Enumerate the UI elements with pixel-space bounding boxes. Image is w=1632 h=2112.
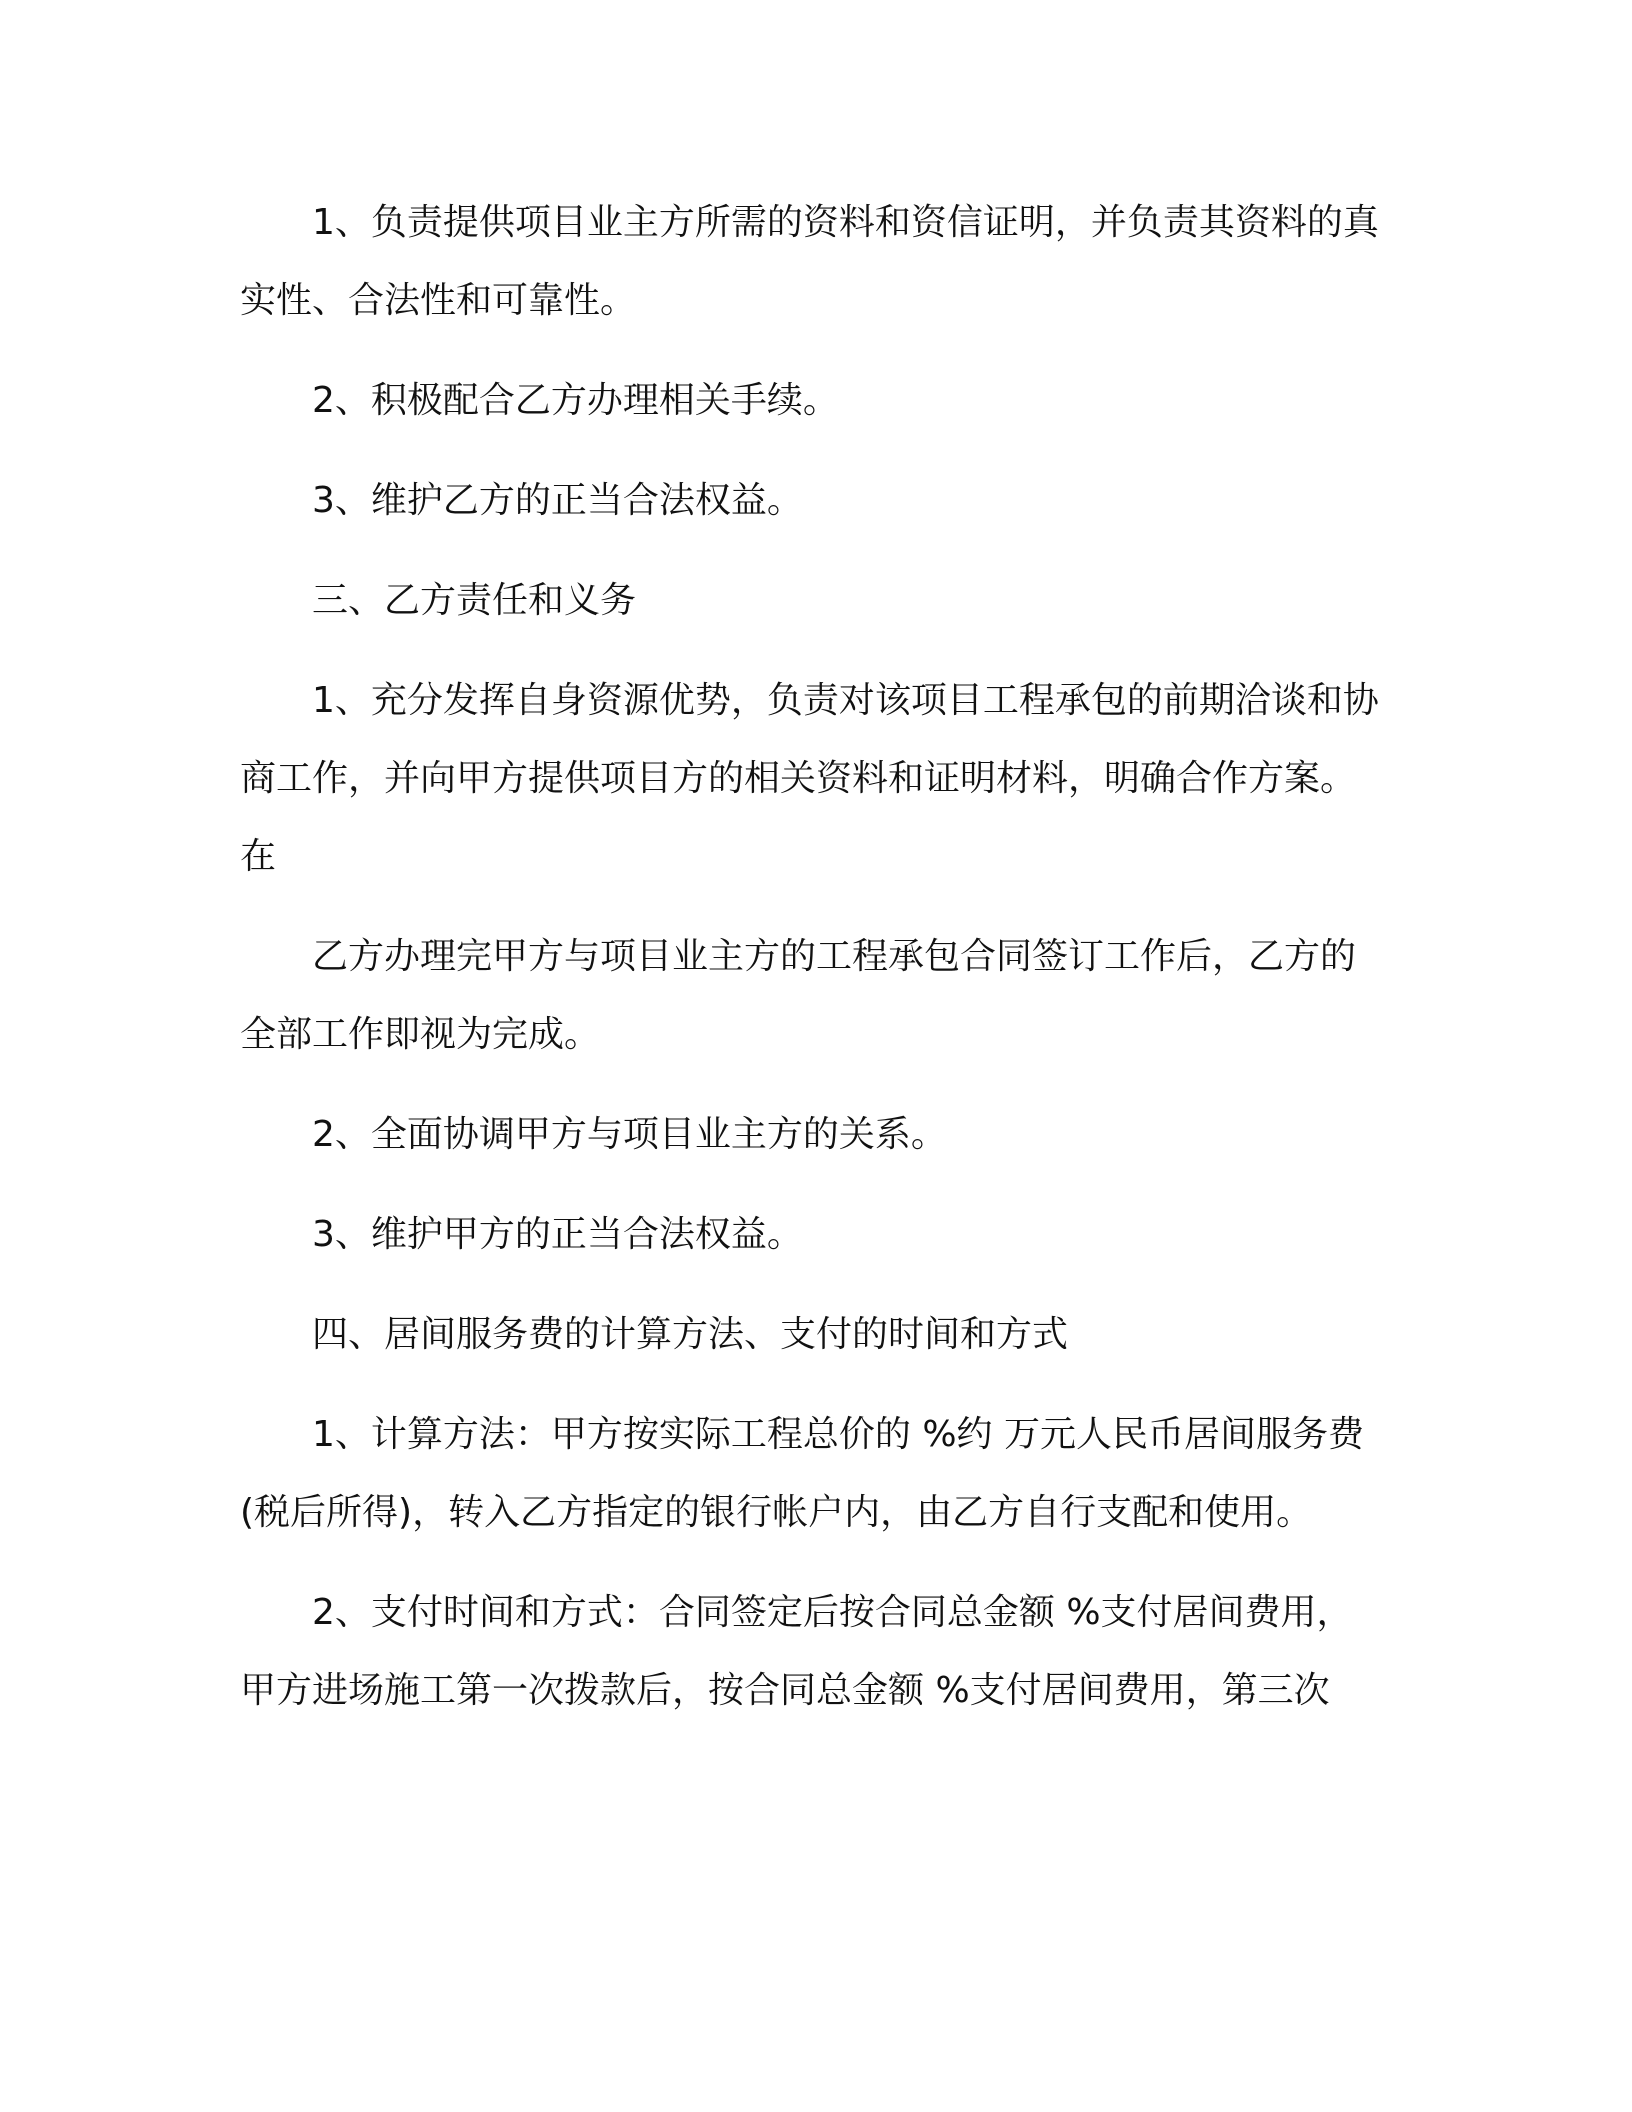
paragraph: 乙方办理完甲方与项目业主方的工程承包合同签订工作后，乙方的全部工作即视为完成。 — [240, 936, 1357, 1055]
section-heading: 四、居间服务费的计算方法、支付的时间和方式 — [312, 1314, 1069, 1355]
paragraph: 3、维护甲方的正当合法权益。 — [312, 1214, 803, 1255]
paragraph: 2、积极配合乙方办理相关手续。 — [312, 380, 839, 421]
document-body — [240, 184, 1380, 1752]
paragraph: 1、充分发挥自身资源优势，负责对该项目工程承包的前期洽谈和协商工作，并向甲方提供项目方的相关资料和证明材料，明确合作方案。在 — [240, 680, 1379, 877]
section-heading: 三、乙方责任和义务 — [312, 580, 637, 621]
paragraph: 1、负责提供项目业主方所需的资料和资信证明，并负责其资料的真实性、合法性和可靠性。 — [240, 202, 1379, 321]
paragraph: 3、维护乙方的正当合法权益。 — [312, 480, 803, 521]
paragraph: 2、全面协调甲方与项目业主方的关系。 — [312, 1114, 947, 1155]
paragraph: 1、计算方法：甲方按实际工程总价的 %约 万元人民币居间服务费(税后所得)，转入乙方指定的银行帐户内，由乙方自行支配和使用。 — [240, 1414, 1364, 1533]
paragraph: 2、支付时间和方式：合同签定后按合同总金额 %支付居间费用，甲方进场施工第一次拨款后，按合同总金额 %支付居间费用，第三次 — [240, 1592, 1353, 1711]
